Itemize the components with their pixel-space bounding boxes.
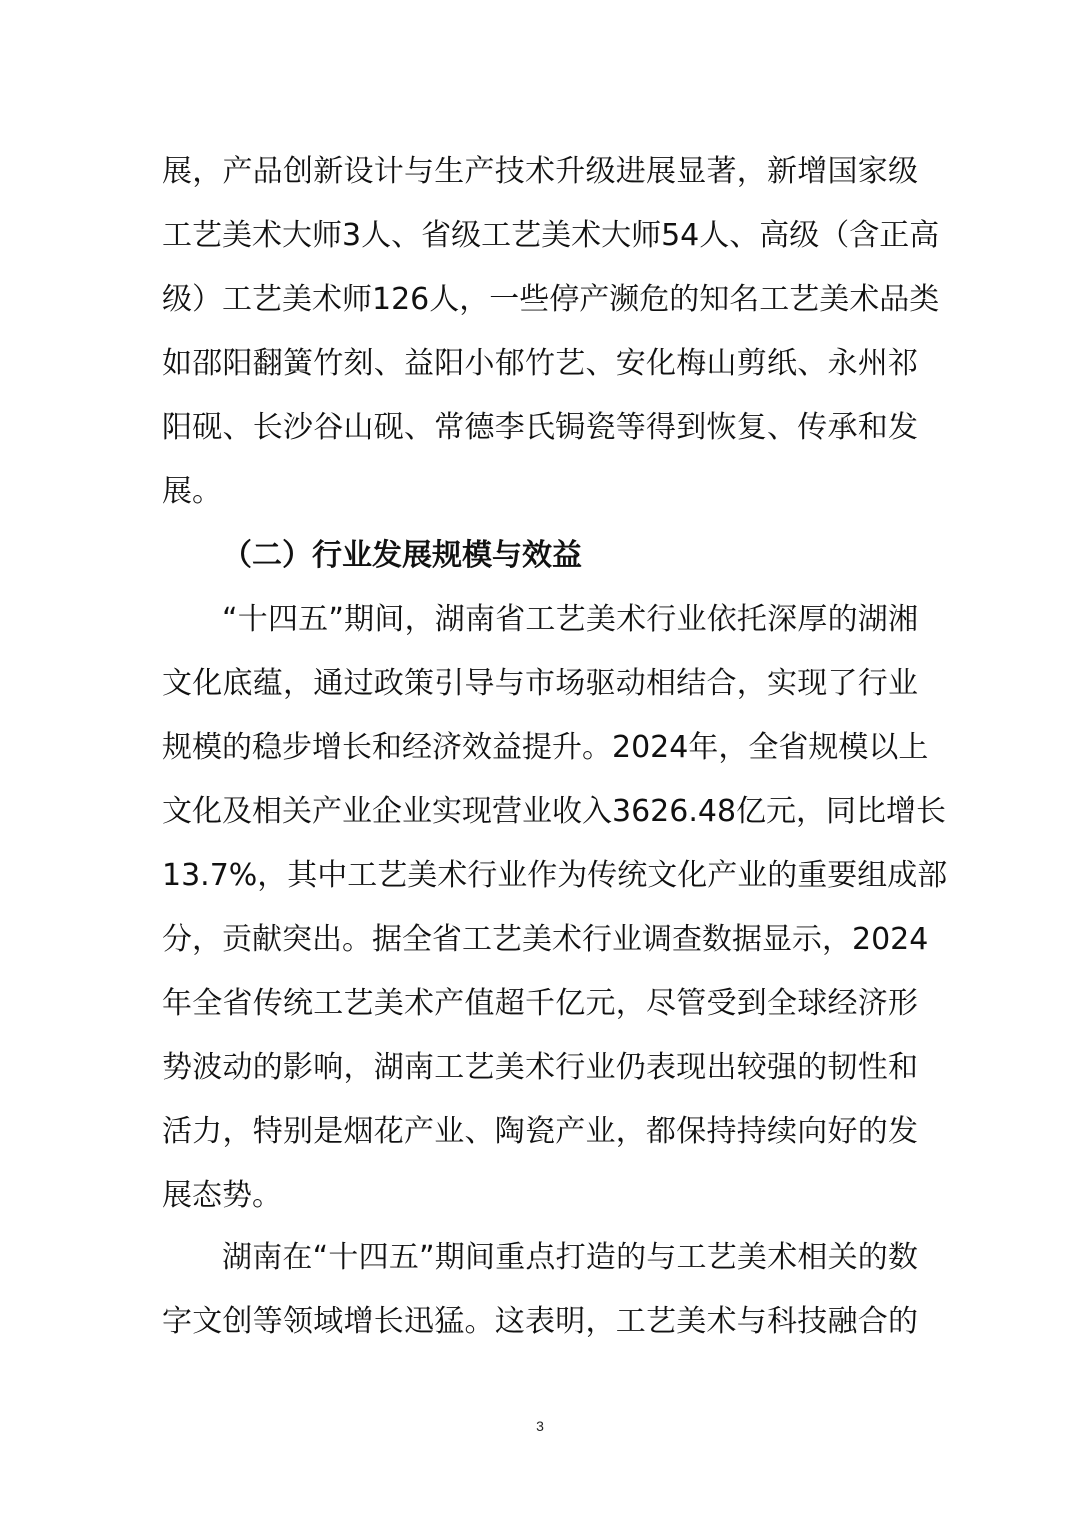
paragraph-1-line-6: 展。 (162, 474, 222, 509)
paragraph-2-line-1: “十四五”期间，湖南省工艺美术行业依托深厚的湖湘 (222, 602, 918, 637)
paragraph-1-line-2: 工艺美术大师3人、省级工艺美术大师54人、高级（含正高 (162, 218, 940, 253)
paragraph-1-line-1: 展，产品创新设计与生产技术升级进展显著，新增国家级 (162, 154, 918, 189)
page-number: 3 (536, 1418, 544, 1434)
paragraph-2-line-6: 分，贡献突出。据全省工艺美术行业调查数据显示，2024 (162, 922, 929, 957)
paragraph-3-line-2: 字文创等领域增长迅猛。这表明，工艺美术与科技融合的 (162, 1304, 918, 1339)
paragraph-2-line-7: 年全省传统工艺美术产值超千亿元，尽管受到全球经济形 (162, 986, 918, 1021)
paragraph-1-line-3: 级）工艺美术师126人，一些停产濒危的知名工艺美术品类 (162, 282, 940, 317)
paragraph-2-line-5: 13.7%，其中工艺美术行业作为传统文化产业的重要组成部 (162, 858, 948, 893)
paragraph-1-line-4: 如邵阳翻簧竹刻、益阳小郁竹艺、安化梅山剪纸、永州祁 (162, 346, 918, 381)
paragraph-1-line-5: 阳砚、长沙谷山砚、常德李氏锔瓷等得到恢复、传承和发 (162, 410, 918, 445)
paragraph-2-line-9: 活力，特别是烟花产业、陶瓷产业，都保持持续向好的发 (162, 1114, 918, 1149)
paragraph-2-line-10: 展态势。 (162, 1178, 282, 1213)
section-heading: （二）行业发展规模与效益 (222, 538, 582, 573)
paragraph-2-line-2: 文化底蕴，通过政策引导与市场驱动相结合，实现了行业 (162, 666, 918, 701)
paragraph-3-line-1: 湖南在“十四五”期间重点打造的与工艺美术相关的数 (222, 1240, 918, 1275)
paragraph-2-line-3: 规模的稳步增长和经济效益提升。2024年，全省规模以上 (162, 730, 929, 765)
paragraph-2-line-8: 势波动的影响，湖南工艺美术行业仍表现出较强的韧性和 (162, 1050, 918, 1085)
paragraph-2-line-4: 文化及相关产业企业实现营业收入3626.48亿元，同比增长 (162, 794, 947, 829)
